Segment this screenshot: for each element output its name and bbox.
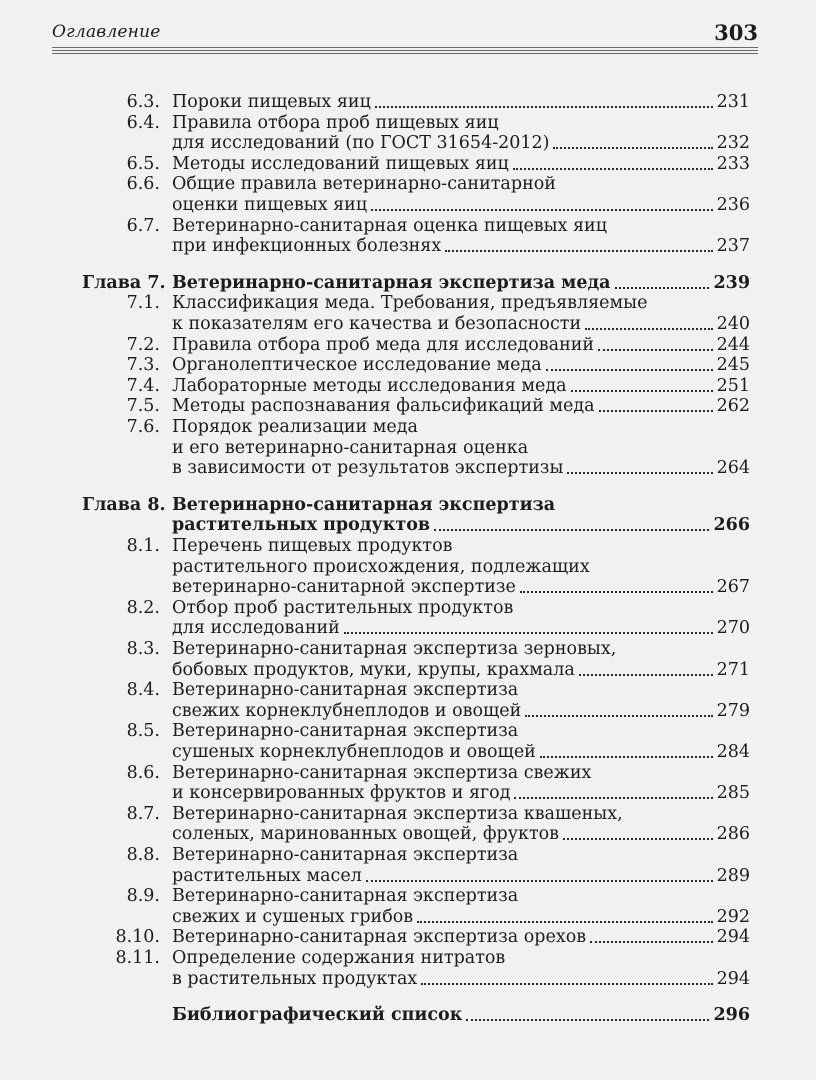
- toc-title-with-leader: [172, 906, 750, 928]
- toc-entry-number: 6.6.: [126, 174, 160, 195]
- toc-entry-number: 6.5.: [126, 153, 160, 174]
- toc-title-line: Классификация меда. Требования, предъявляемые: [172, 293, 648, 314]
- dot-leader: [371, 194, 712, 211]
- toc-page-number: 240: [716, 313, 750, 334]
- toc-title-with-leader: [172, 354, 750, 376]
- toc-title-line: Методы исследований пищевых яиц: [172, 153, 509, 174]
- dot-leader: [546, 354, 713, 371]
- toc-title-line: Пороки пищевых яиц: [172, 92, 371, 112]
- toc-entry-number: 8.3.: [126, 639, 160, 659]
- toc-page-number: 294: [716, 968, 750, 989]
- toc-page-number: 231: [716, 92, 750, 112]
- toc-title-with-leader: [172, 782, 750, 804]
- toc-title-with-leader: [172, 132, 750, 154]
- toc-title-line: Ветеринарно-санитарная экспертиза: [172, 886, 519, 907]
- toc-title-line: свежих корнеклубнеплодов и овощей: [172, 700, 522, 721]
- dot-leader: [553, 132, 712, 149]
- toc-title-line: Органолептическое исследование меда: [172, 355, 542, 376]
- toc-title-line: растительных масел: [172, 865, 362, 886]
- toc-entry-number: 7.2.: [126, 334, 160, 355]
- toc-entry-number: 7.3.: [126, 355, 160, 376]
- chapter-label: Глава 7.: [82, 272, 166, 293]
- toc-title-line: в растительных продуктах: [172, 968, 418, 989]
- dot-leader: [571, 375, 713, 392]
- toc-entry-number: 8.7.: [126, 803, 160, 824]
- running-title: Оглавление: [52, 22, 161, 42]
- toc-title-line: для исследований (по ГОСТ 31654-2012): [172, 133, 550, 154]
- toc-title-line: свежих и сушеных грибов: [172, 906, 414, 927]
- toc-page-number: 292: [716, 906, 750, 927]
- toc-title-line: ветеринарно-санитарной экспертизе: [172, 577, 516, 598]
- toc-title-line: бобовых продуктов, муки, крупы, крахмала: [172, 659, 575, 680]
- dot-leader: [466, 1004, 709, 1021]
- toc-title-line: Ветеринарно-санитарная экспертиза орехов: [172, 927, 587, 948]
- toc-entry-number: 7.5.: [126, 396, 160, 417]
- toc-title-line: оценки пищевых яиц: [172, 194, 368, 215]
- toc-page-number: 244: [716, 334, 750, 355]
- toc-title-line: Порядок реализации меда: [172, 417, 418, 437]
- toc-page-number: 233: [716, 153, 750, 174]
- toc-title-with-leader: [172, 865, 750, 887]
- dot-leader: [417, 906, 712, 923]
- toc-entry-number: 7.4.: [126, 375, 160, 396]
- toc-title-line: Перечень пищевых продуктов: [172, 536, 453, 556]
- toc-title-with-leader: [172, 375, 750, 397]
- toc-title-with-leader: [172, 823, 750, 845]
- toc-page-number: 264: [716, 458, 750, 479]
- toc-entry-number: 8.6.: [126, 762, 160, 783]
- toc-title-with-leader: [172, 457, 750, 479]
- toc-title-line: Ветеринарно-санитарная экспертиза меда: [172, 272, 611, 293]
- toc-title-line: Определение содержания нитратов: [172, 948, 506, 968]
- toc-title-line: к показателям его качества и безопасности: [172, 313, 582, 334]
- toc-title-line: и консервированных фруктов и ягод: [172, 783, 511, 804]
- toc-title-line: Библиографический список: [172, 1005, 463, 1026]
- dot-leader: [513, 153, 713, 170]
- toc-page-number: 251: [716, 375, 750, 396]
- toc-title-with-leader: [172, 194, 750, 216]
- toc-title-line: Ветеринарно-санитарная экспертиза: [172, 494, 556, 515]
- toc-entry-number: 6.4.: [126, 112, 160, 133]
- toc-page-number: 232: [716, 133, 750, 154]
- dot-leader: [585, 313, 712, 330]
- toc-title-line: Ветеринарно-санитарная экспертиза квашеных,: [172, 803, 623, 824]
- toc-page-number: 236: [716, 194, 750, 215]
- dot-leader: [375, 91, 713, 108]
- toc-page-number: 289: [716, 865, 750, 886]
- toc-page-number: 285: [716, 783, 750, 804]
- toc-title-with-leader: [172, 272, 750, 294]
- toc-title-line: при инфекционных болезнях: [172, 236, 442, 257]
- toc-entry-number: 8.4.: [126, 680, 160, 701]
- toc-title-with-leader: [172, 1004, 750, 1026]
- toc-title-with-leader: [172, 659, 750, 681]
- toc-page-number: 239: [713, 272, 750, 293]
- dot-leader: [445, 235, 712, 252]
- toc-title-with-leader: [172, 514, 750, 536]
- toc-title-line: Ветеринарно-санитарная экспертиза: [172, 845, 519, 865]
- toc-page-number: 270: [716, 618, 750, 639]
- toc-title-with-leader: [172, 153, 750, 175]
- dot-leader: [421, 968, 712, 985]
- toc-entry-number: 7.6.: [126, 417, 160, 437]
- toc-entry-number: 6.7.: [126, 215, 160, 236]
- toc-entry-number: 8.10.: [115, 927, 160, 948]
- toc-page-number: 279: [716, 700, 750, 721]
- toc-title-line: Общие правила ветеринарно-санитарной: [172, 174, 556, 195]
- toc-title-line: Ветеринарно-санитарная экспертиза свежих: [172, 762, 592, 783]
- toc-entry-number: 8.1.: [126, 536, 160, 556]
- toc-title-with-leader: [172, 926, 750, 948]
- toc-title-line: Правила отбора проб меда для исследований: [172, 334, 595, 355]
- toc-title-with-leader: [172, 700, 750, 722]
- toc-page-number: 271: [716, 659, 750, 680]
- toc-title-line: Ветеринарно-санитарная экспертиза: [172, 721, 519, 742]
- toc-title-line: Лабораторные методы исследования меда: [172, 375, 567, 396]
- dot-leader: [514, 782, 712, 799]
- toc-title-with-leader: [172, 968, 750, 990]
- toc-title-line: Ветеринарно-санитарная экспертиза: [172, 680, 519, 701]
- toc-entry-number: 7.1.: [126, 293, 160, 314]
- toc-entry-number: 8.9.: [126, 886, 160, 907]
- toc-entry-number: 8.8.: [126, 845, 160, 865]
- dot-leader: [540, 741, 713, 758]
- toc-page-number: 296: [713, 1005, 750, 1026]
- toc-title-line: Ветеринарно-санитарная оценка пищевых яиц: [172, 215, 607, 236]
- toc-page-number: 294: [716, 927, 750, 948]
- toc-page-number: 262: [716, 396, 750, 417]
- toc-title-with-leader: [172, 313, 750, 335]
- toc-title-line: растительных продуктов: [172, 515, 431, 536]
- page-number: 303: [714, 20, 758, 45]
- toc-entry-number: 8.2.: [126, 597, 160, 618]
- dot-leader: [598, 334, 713, 351]
- toc-page-number: 266: [713, 515, 750, 536]
- dot-leader: [366, 865, 713, 882]
- toc-page-number: 286: [716, 824, 750, 845]
- toc-page-number: 237: [716, 236, 750, 257]
- toc-title-with-leader: [172, 91, 750, 113]
- dot-leader: [525, 700, 712, 717]
- toc-title-line: соленых, маринованных овощей, фруктов: [172, 824, 560, 845]
- toc-title-with-leader: [172, 395, 750, 417]
- toc-page-number: 267: [716, 577, 750, 598]
- toc-title-line: Ветеринарно-санитарная экспертиза зерновых,: [172, 639, 617, 659]
- toc-title-line: растительного происхождения, подлежащих: [172, 556, 590, 577]
- dot-leader: [590, 926, 712, 943]
- toc-title-with-leader: [172, 617, 750, 639]
- toc-title-line: сушеных корнеклубнеплодов и овощей: [172, 741, 536, 762]
- dot-leader: [567, 457, 712, 474]
- dot-leader: [615, 272, 710, 289]
- toc-entry-number: 8.11.: [115, 948, 160, 968]
- dot-leader: [579, 659, 713, 676]
- toc-entry-number: 8.5.: [126, 721, 160, 742]
- toc-title-with-leader: [172, 576, 750, 598]
- chapter-label: Глава 8.: [82, 494, 166, 515]
- dot-leader: [344, 617, 713, 634]
- toc-entry-number: 6.3.: [126, 92, 160, 112]
- toc-title-line: Методы распознавания фальсификаций меда: [172, 396, 595, 417]
- toc-title-line: для исследований: [172, 618, 340, 639]
- toc-title-line: и его ветеринарно-санитарная оценка: [172, 437, 529, 458]
- toc-title-line: Правила отбора проб пищевых яиц: [172, 112, 499, 133]
- dot-leader: [434, 514, 709, 531]
- toc-title-with-leader: [172, 334, 750, 356]
- toc-page-number: 284: [716, 741, 750, 762]
- toc-title-with-leader: [172, 235, 750, 257]
- dot-leader: [599, 395, 713, 412]
- toc-title-with-leader: [172, 741, 750, 763]
- toc-page-number: 245: [716, 355, 750, 376]
- dot-leader: [520, 576, 713, 593]
- dot-leader: [563, 823, 713, 840]
- toc-title-line: Отбор проб растительных продуктов: [172, 597, 514, 618]
- toc-title-line: в зависимости от результатов экспертизы: [172, 458, 564, 479]
